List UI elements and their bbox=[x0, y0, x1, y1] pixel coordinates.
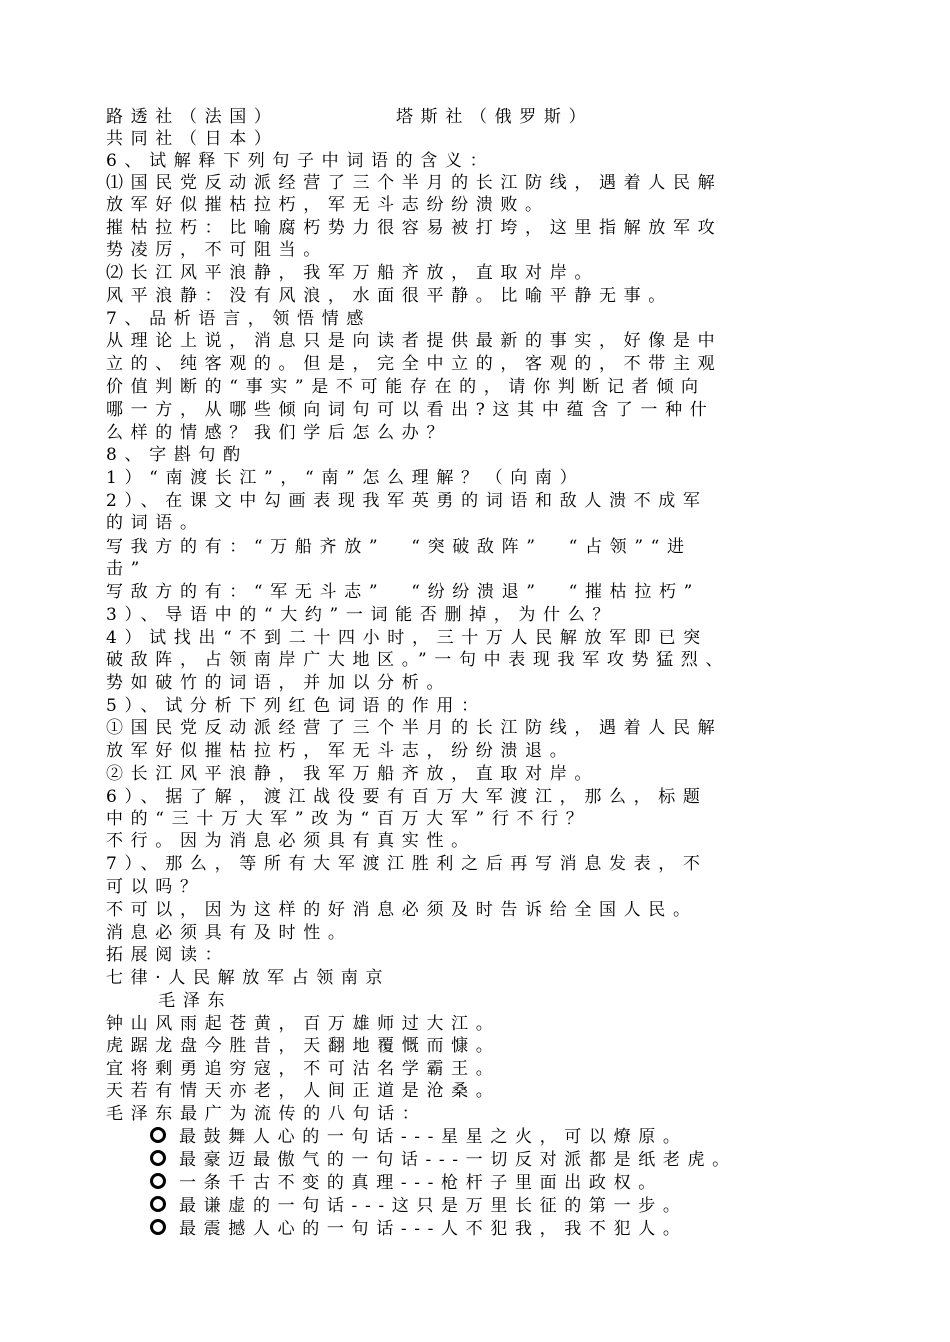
circle-bullet-icon bbox=[150, 1219, 166, 1235]
text-line: ⑴国民党反动派经营了三个半月的长江防线，遇着人民解 bbox=[106, 173, 723, 193]
circle-bullet-icon bbox=[150, 1127, 166, 1143]
text-line: 毛泽东最广为流传的八句话： bbox=[106, 1104, 427, 1124]
text-line: 拓展阅读： bbox=[106, 945, 230, 965]
text-line: 放军好似摧枯拉朽，军无斗志纷纷溃败。 bbox=[106, 195, 550, 215]
bullet-text: 最鼓舞人心的一句话---星星之火，可以燎原。 bbox=[179, 1127, 688, 1147]
text-line: 7、品析语言，领悟情感 bbox=[106, 309, 371, 329]
text-line: 2）、在课文中勾画表现我军英勇的词语和敌人溃不成军 bbox=[106, 491, 708, 511]
text-line: 势如破竹的词语，并加以分析。 bbox=[106, 673, 452, 693]
text-line: 从理论上说，消息只是向读者提供最新的事实，好像是中 bbox=[106, 331, 723, 351]
bullet-text: 最震撼人心的一句话---人不犯我，我不犯人。 bbox=[179, 1219, 688, 1239]
text-line: 价值判断的“事实”是不可能存在的，请你判断记者倾向 bbox=[106, 377, 706, 397]
bullet-item bbox=[150, 1149, 737, 1171]
text-line: 4）试找出“不到二十四小时，三十万人民解放军即已突 bbox=[106, 628, 708, 648]
text-line: ①国民党反动派经营了三个半月的长江防线，遇着人民解 bbox=[106, 718, 723, 738]
text-line: 7）、那么，等所有大军渡江胜利之后再写消息发表，不 bbox=[106, 854, 708, 874]
bullet-text: 最谦虚的一句话---这只是万里长征的第一步。 bbox=[179, 1196, 688, 1216]
text-line: 路透社（法国） 塔斯社（俄罗斯） bbox=[106, 107, 594, 127]
bullet-item bbox=[150, 1218, 688, 1240]
text-line: ②长江风平浪静，我军万船齐放，直取对岸。 bbox=[106, 764, 599, 784]
circle-bullet-icon bbox=[150, 1150, 166, 1166]
text-line: 七律·人民解放军占领南京 bbox=[106, 968, 391, 988]
text-line: 6、试解释下列句子中词语的含义： bbox=[106, 151, 495, 171]
text-line: 可以吗？ bbox=[106, 877, 205, 897]
bullet-item bbox=[150, 1126, 688, 1148]
text-line: 破敌阵，占领南岸广大地区。”一句中表现我军攻势猛烈、 bbox=[106, 650, 731, 670]
bullet-text: 最豪迈最傲气的一句话---一切反对派都是纸老虎。 bbox=[179, 1150, 737, 1170]
bullet-text: 一条千古不变的真理---枪杆子里面出政权。 bbox=[179, 1173, 663, 1193]
text-line: 虎踞龙盘今胜昔，天翻地覆慨而慷。 bbox=[106, 1036, 501, 1056]
text-line: 击” bbox=[106, 559, 147, 579]
text-line: 写敌方的有：“军无斗志” “纷纷溃退” “摧枯拉朽” bbox=[106, 582, 700, 602]
text-line: 6）、据了解，渡江战役要有百万大军渡江，那么，标题 bbox=[106, 787, 708, 807]
text-line: 不可以，因为这样的好消息必须及时告诉给全国人民。 bbox=[106, 900, 698, 920]
text-line: 消息必须具有及时性。 bbox=[106, 923, 353, 943]
text-line: ⑵长江风平浪静，我军万船齐放，直取对岸。 bbox=[106, 263, 599, 283]
bullet-item bbox=[150, 1172, 663, 1194]
text-line: 宜将剩勇追穷寇，不可沽名学霸王。 bbox=[106, 1059, 501, 1079]
text-line: 天若有情天亦老，人间正道是沧桑。 bbox=[106, 1081, 501, 1101]
text-line: 立的、纯客观的。但是，完全中立的，客观的，不带主观 bbox=[106, 354, 723, 374]
text-line: 放军好似摧枯拉朽，军无斗志，纷纷溃退。 bbox=[106, 741, 575, 761]
text-line: 写我方的有：“万船齐放” “突破敌阵” “占领”“进 bbox=[106, 537, 692, 557]
text-line: 风平浪静：没有风浪，水面很平静。比喻平静无事。 bbox=[106, 286, 673, 306]
text-line: 摧枯拉朽：比喻腐朽势力很容易被打垮，这里指解放军攻 bbox=[106, 218, 723, 238]
text-line: 么样的情感？我们学后怎么办？ bbox=[106, 423, 452, 443]
circle-bullet-icon bbox=[150, 1173, 166, 1189]
text-line: 8、字斟句酌 bbox=[106, 445, 248, 465]
text-line: 毛泽东 bbox=[106, 991, 233, 1011]
bullet-item bbox=[150, 1195, 688, 1217]
text-line: 1）“南渡长江”，“南”怎么理解？（向南） bbox=[106, 468, 585, 488]
text-line: 不行。因为消息必须具有真实性。 bbox=[106, 831, 476, 851]
text-line: 钟山风雨起苍黄，百万雄师过大江。 bbox=[106, 1014, 501, 1034]
text-line: 5）、试分析下列红色词语的作用： bbox=[106, 696, 486, 716]
text-line: 中的“三十万大军”改为“百万大军”行不行？ bbox=[106, 809, 591, 829]
circle-bullet-icon bbox=[150, 1196, 166, 1212]
text-line: 的词语。 bbox=[106, 513, 205, 533]
text-line: 哪一方，从哪些倾向词句可以看出?这其中蕴含了一种什 bbox=[106, 400, 715, 420]
text-line: 共同社（日本） bbox=[106, 129, 279, 149]
text-line: 3）、导语中的“大约”一词能否删掉，为什么？ bbox=[106, 605, 617, 625]
text-line: 势凌厉，不可阻当。 bbox=[106, 240, 328, 260]
